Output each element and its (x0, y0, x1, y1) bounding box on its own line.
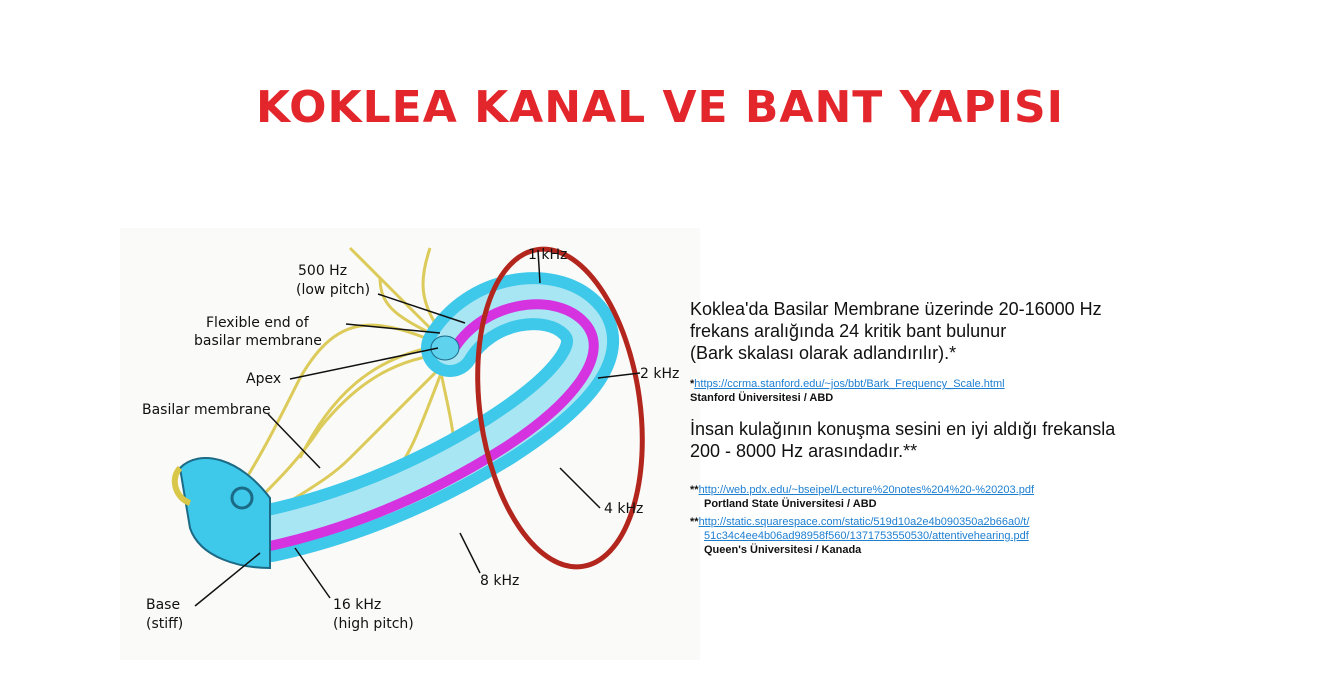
cochlea-illustration (120, 228, 700, 660)
footnote-marker-2: ** (690, 484, 699, 496)
cochlea-base (180, 458, 270, 568)
label-2khz: 2 kHz (640, 366, 680, 382)
source-queens: Queen's Üniversitesi / Kanada (704, 544, 862, 556)
paragraph-1-line-3: (Bark skalası olarak adlandırılır).* (690, 343, 957, 363)
label-1khz: 1 kHz (528, 247, 568, 263)
page-title: KOKLEA KANAL VE BANT YAPISI (255, 82, 1065, 133)
source-link-queens-1[interactable]: http://static.squarespace.com/static/519d10a2e4b090350a2b66a0/t/ (698, 516, 1030, 528)
label-base: Base (146, 597, 181, 613)
source-link-queens-2[interactable]: 51c34c4ee4b06ad98958f560/1371753550530/attentivehearing.pdf (704, 530, 1029, 542)
paragraph-2-line-1: İnsan kulağının konuşma sesini en iyi aldığı frekansla (690, 419, 1116, 439)
label-flexible-end-2: basilar membrane (194, 333, 322, 349)
label-stiff: (stiff) (146, 616, 184, 632)
label-high-pitch: (high pitch) (333, 616, 414, 632)
footnote-marker-1: * (690, 378, 695, 390)
label-basilar-membrane: Basilar membrane (142, 402, 271, 418)
paragraph-1-line-1: Koklea'da Basilar Membrane üzerinde 20-16000 Hz (690, 299, 1102, 319)
source-stanford: Stanford Üniversitesi / ABD (690, 392, 834, 404)
source-link-stanford[interactable]: https://ccrma.stanford.edu/~jos/bbt/Bark_Frequency_Scale.html (694, 378, 1005, 390)
paragraph-2-line-2: 200 - 8000 Hz arasındadır.** (690, 441, 918, 461)
label-apex: Apex (246, 371, 282, 387)
label-low-pitch: (low pitch) (296, 282, 371, 298)
footnote-marker-3: ** (690, 516, 699, 528)
source-link-pdx[interactable]: http://web.pdx.edu/~bseipel/Lecture%20notes%204%20-%20203.pdf (698, 484, 1034, 496)
label-16khz: 16 kHz (333, 597, 382, 613)
cochlea-diagram (120, 228, 700, 660)
label-4khz: 4 kHz (604, 501, 644, 517)
label-8khz: 8 kHz (480, 573, 520, 589)
info-panel (690, 280, 1210, 580)
paragraph-1-line-2: frekans aralığında 24 kritik bant bulunur (690, 321, 1007, 341)
label-flexible-end-1: Flexible end of (206, 315, 309, 331)
source-portland: Portland State Üniversitesi / ABD (704, 498, 877, 510)
label-500hz: 500 Hz (298, 263, 348, 279)
